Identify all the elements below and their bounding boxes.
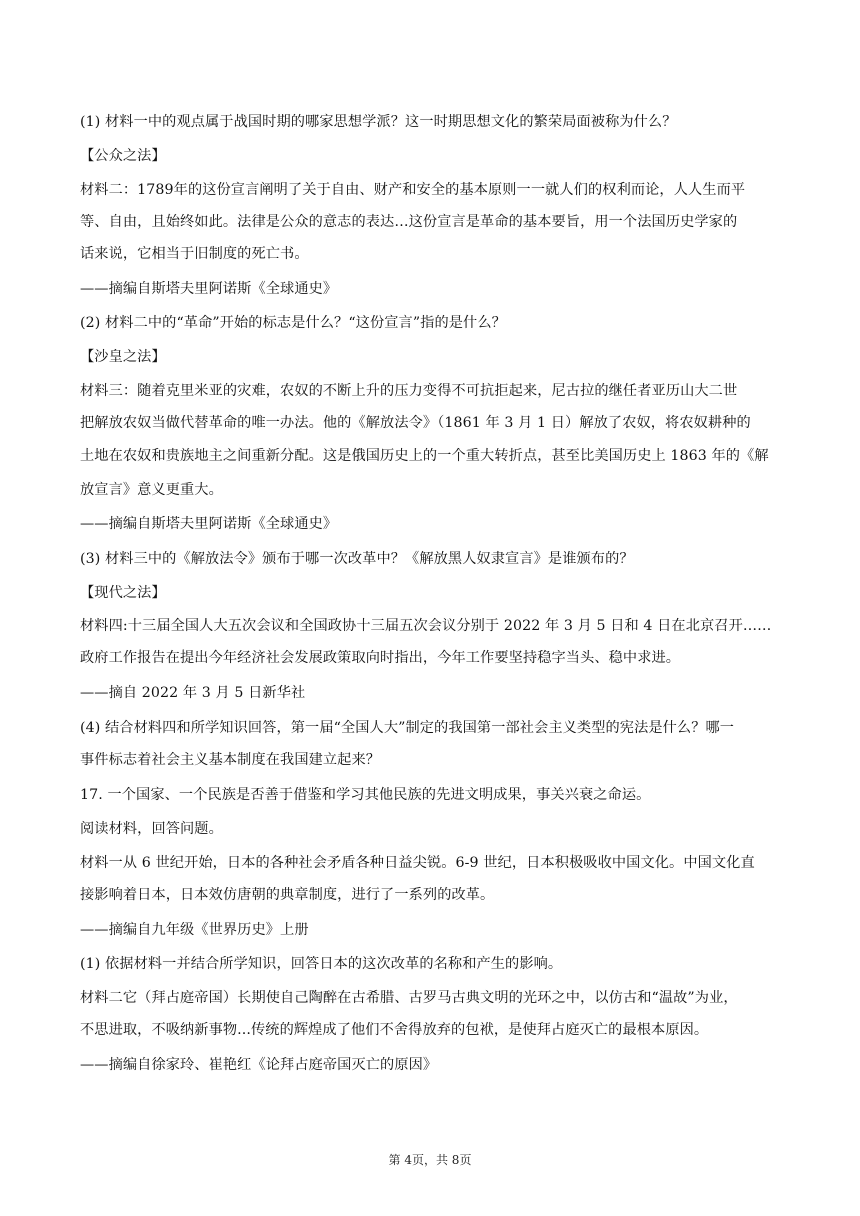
material-2-line-3: 话来说，它相当于旧制度的死亡书。 xyxy=(80,246,309,262)
material-2-line-1: 材料二：1789年的这份宣言阐明了关于自由、财产和安全的基本原则一一就人们的权利而论，人人生而平 xyxy=(80,182,746,198)
material-2-source: ——摘编自斯塔夫里阿诺斯《全球通史》 xyxy=(80,281,338,297)
material-4-line-1: 材料四:十三届全国人大五次会议和全国政协十三届五次会议分别于 2022 年 3 月 5 日和 4 日在北京召开…… xyxy=(80,618,772,634)
section-heading-public-law: 【公众之法】 xyxy=(80,148,166,164)
q17-material-1-line-1: 材料一从 6 世纪开始，日本的各种社会矛盾各种日益尖锐。6-9 世纪，日本积极吸收中国文化。中国文化直 xyxy=(80,855,755,871)
question-16-3: (3) 材料三中的《解放法令》颁布于哪一次改革中？《解放黑人奴隶宣言》是谁颁布的？ xyxy=(80,551,634,567)
material-4-source: ——摘自 2022 年 3 月 5 日新华社 xyxy=(80,685,306,701)
question-16-1: (1) 材料一中的观点属于战国时期的哪家思想学派？这一时期思想文化的繁荣局面被称为什么？ xyxy=(80,114,677,130)
material-3-line-4: 放宣言》意义更重大。 xyxy=(80,482,223,498)
q17-material-1-source: ——摘编自九年级《世界历史》上册 xyxy=(80,922,309,938)
q17-material-1-line-2: 接影响着日本，日本效仿唐朝的典章制度，进行了一系列的改革。 xyxy=(80,887,495,903)
q17-material-2-line-2: 不思进取，不吸纳新事物...传统的辉煌成了他们不舍得放弃的包袱，是使拜占庭灭亡的最根本原因。 xyxy=(80,1022,709,1038)
question-16-4-line-1: (4) 结合材料四和所学知识回答，第一届“全国人大”制定的我国第一部社会主义类型的宪法是什么？哪一 xyxy=(80,720,735,736)
page-footer: 第 4页，共 8页 xyxy=(388,1153,472,1167)
material-3-line-2: 把解放农奴当做代替革命的唯一办法。他的《解放法令》（1861 年 3 月 1 日）解放了农奴，将农奴耕种的 xyxy=(80,415,751,431)
material-3-line-3: 土地在农奴和贵族地主之间重新分配。这是俄国历史上的一个重大转折点，甚至比美国历史上 1863 年的《解 xyxy=(80,448,769,464)
question-17-stem: 17. 一个国家、一个民族是否善于借鉴和学习其他民族的先进文明成果，事关兴衰之命运。 xyxy=(80,787,651,803)
question-16-2: (2) 材料二中的“革命”开始的标志是什么？“这份宣言”指的是什么？ xyxy=(80,315,506,331)
material-2-line-2: 等、自由，且始终如此。法律是公众的意志的表达…这份宣言是革命的基本要旨，用一个法国历史学家的 xyxy=(80,214,738,230)
section-heading-tsar-law: 【沙皇之法】 xyxy=(80,349,166,365)
question-17-1: (1) 依据材料一并结合所学知识，回答日本的这次改革的名称和产生的影响。 xyxy=(80,956,563,972)
material-3-source: ——摘编自斯塔夫里阿诺斯《全球通史》 xyxy=(80,516,338,532)
material-4-line-2: 政府工作报告在提出今年经济社会发展政策取向时指出，今年工作要坚持稳字当头、稳中求进。 xyxy=(80,650,681,666)
q17-material-2-line-1: 材料二它（拜占庭帝国）长期使自己陶醉在古希腊、古罗马古典文明的光环之中，以仿古和“温故”为业， xyxy=(80,990,738,1006)
section-heading-modern-law: 【现代之法】 xyxy=(80,585,166,601)
q17-material-2-source: ——摘编自徐家玲、崔艳红《论拜占庭帝国灭亡的原因》 xyxy=(80,1057,438,1073)
material-3-line-1: 材料三：随着克里米亚的灾难，农奴的不断上升的压力变得不可抗拒起来，尼古拉的继任者亚历山大二世 xyxy=(80,383,738,399)
reading-instruction: 阅读材料，回答问题。 xyxy=(80,821,223,837)
question-16-4-line-2: 事件标志着社会主义基本制度在我国建立起来？ xyxy=(80,752,381,768)
